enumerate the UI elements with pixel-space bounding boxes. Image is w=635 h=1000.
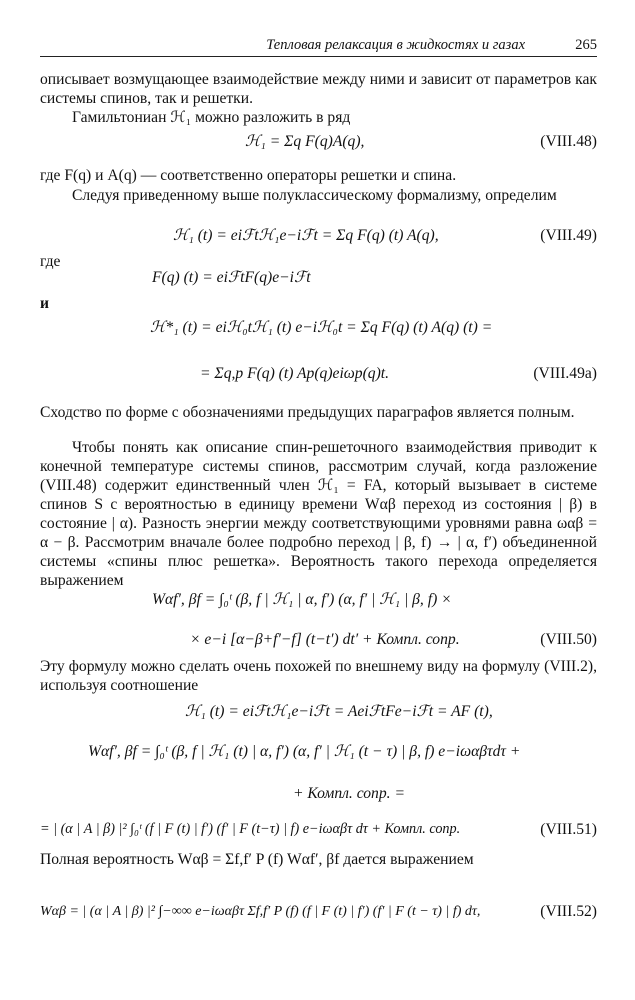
equation-viii-50-line2: × e−i [α−β+f′−f] (t−t′) dt′ + Компл. сопр. (VIII.50): [190, 631, 597, 648]
paragraph-1: описывает возмущающее взаимодействие между ними и зависит от параметров как системы спинов, так и решетки.: [40, 71, 597, 107]
equation-label: (VIII.50): [540, 631, 597, 648]
equation-label: (VIII.48): [540, 133, 597, 150]
equation-label: (VIII.49a): [533, 365, 597, 382]
equation-viii-49a-line2: = Σq,p F(q) (t) Ap(q)eiωp(q)t. (VIII.49a): [200, 365, 597, 382]
equation-viii-48: ℋ₁ = Σq F(q)A(q), (VIII.48): [245, 133, 597, 150]
equation-viii-51-line2: Wαf′, βf = ∫₀ᵗ (β, f | ℋ₁ (t) | α, f′) (α, f′ | ℋ₁ (t − τ) | β, f) e−iωαβτdτ +: [88, 743, 521, 760]
paragraph-4: Следуя приведенному выше полуклассическому формализму, определим: [72, 187, 557, 204]
equation-viii-52: Wαβ = | (α | A | β) |² ∫−∞∞ e−iωαβτ Σf,f′ P (f) (f | F (t) | f′) (f′ | F (t − τ) | f) dτ, (VIII.52): [40, 903, 597, 920]
equation-viii-50-line1: Wαf′, βf = ∫₀ᵗ (β, f | ℋ₁ | α, f′) (α, f′ | ℋ₁ | β, f) ×: [152, 591, 452, 608]
equation-label: (VIII.49): [540, 227, 597, 244]
page-number: 265: [575, 37, 597, 53]
equation-label: (VIII.51): [540, 821, 597, 838]
running-header: [40, 36, 597, 57]
word-gde: где: [40, 253, 61, 270]
equation-f-q: F(q) (t) = eiℱtF(q)e−iℱt: [152, 269, 311, 286]
equation-viii-49a-line1: ℋ*₁ (t) = eiℋ₀tℋ₁ (t) e−iℋ₀t = Σq F(q) (t) A(q) (t) =: [150, 319, 493, 336]
paragraph-10: Полная вероятность Wαβ = Σf,f′ P (f) Wαf′, βf дается выражением: [40, 851, 474, 868]
equation-label: (VIII.52): [540, 903, 597, 920]
paragraph-2: Гамильтониан ℋ₁ можно разложить в ряд: [72, 109, 351, 126]
paragraph-7: Сходство по форме с обозначениями предыдущих параграфов является полным.: [40, 404, 575, 421]
equation-viii-51-line4: = | (α | A | β) |² ∫₀ᵗ (f | F (t) | f′) (f′ | F (t−τ) | f) e−iωαβτ dτ + Компл. сопр. (VIII.51): [40, 821, 597, 838]
word-i: и: [40, 295, 49, 312]
paragraph-3: где F(q) и A(q) — соответственно операторы решетки и спина.: [40, 167, 457, 184]
equation-viii-51-line3: + Компл. сопр. =: [293, 785, 405, 802]
paragraph-8: Чтобы понять как описание спин-решеточного взаимодействия приводит к конечной температуре системы спинов, рассмотрим случай, когда разложение (VIII.48) содержит единственный член ℋ₁ = FA, который вызывает в системе спинов S с вероятностью в единицу времени Wαβ переход из состояния | β) в состояние | α). Разность энергии между соответствующими уровнями равна ωαβ = α − β. Рассмотрим вначале более подробно переход | β, f) → | α, f′) объединенной системы «спины плюс решетка». Вероятность такого перехода определяется выражением: [40, 439, 597, 589]
equation-viii-49: ℋ₁ (t) = eiℱtℋ₁e−iℱt = Σq F(q) (t) A(q), (VIII.49): [173, 227, 597, 244]
running-title: Тепловая релаксация в жидкостях и газах: [266, 37, 525, 53]
paragraph-9: Эту формулу можно сделать очень похожей по внешнему виду на формулу (VIII.2), используя соотношение: [40, 658, 597, 694]
equation-viii-51-line1: ℋ₁ (t) = eiℱtℋ₁e−iℱt = AeiℱtFe−iℱt = AF (t),: [185, 703, 493, 720]
